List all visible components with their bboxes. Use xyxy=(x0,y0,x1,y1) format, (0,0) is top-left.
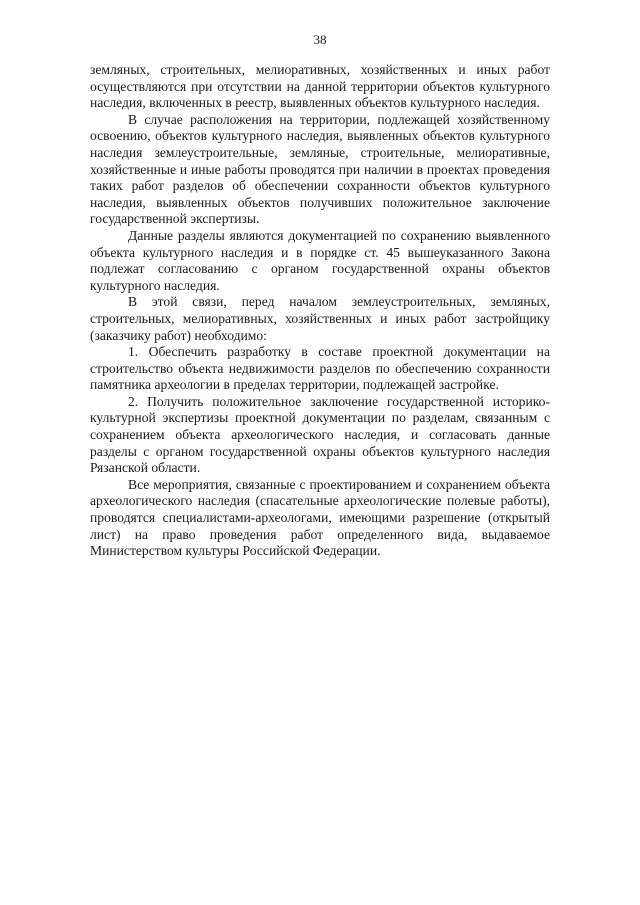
document-body xyxy=(90,62,550,560)
list-item: 2. Получить положительное заключение государственной историко-культурной экспертизы проектной документации по разделам, связанным с сохранением объекта археологического наследия, и согласовать данные разделы с органом государственной охраны объектов культурного наследия Рязанской области. xyxy=(90,393,550,476)
paragraph: В этой связи, перед началом землеустроительных, земляных, строительных, мелиоративных, хозяйственных и иных работ застройщику (заказчику работ) необходимо: xyxy=(90,294,550,343)
page-number: 38 xyxy=(313,32,327,47)
paragraph: В случае расположения на территории, подлежащей хозяйственному освоению, объектов культурного наследия, выявленных объектов культурного наследия землеустроительные, земляные, строительные, мелиоративные, хозяйственные и иные работы проводятся при наличии в проектах проведения таких работ разделов об обеспечении сохранности объектов культурного наследия, выявленных объектов получивших положительное заключение государственной экспертизы. xyxy=(90,111,550,227)
paragraph-continuation: земляных, строительных, мелиоративных, хозяйственных и иных работ осуществляются при отсутствии на данной территории объектов культурного наследия, включенных в реестр, выявленных объектов культурного наследия. xyxy=(90,62,550,111)
paragraph: Все мероприятия, связанные с проектированием и сохранением объекта археологического наследия (спасательные археологические полевые работы), проводятся специалистами-археологами, имеющими разрешение (открытый лист) на право проведения работ определенного вида, выдаваемое Министерством культуры Российской Федерации. xyxy=(90,476,550,559)
paragraph: Данные разделы являются документацией по сохранению выявленного объекта культурного наследия и в порядке ст. 45 вышеуказанного Закона подлежат согласованию с органом государственной охраны объектов культурного наследия. xyxy=(90,227,550,293)
list-item: 1. Обеспечить разработку в составе проектной документации на строительство объекта недвижимости разделов по обеспечению сохранности памятника археологии в пределах территории, подлежащей застройке. xyxy=(90,344,550,393)
